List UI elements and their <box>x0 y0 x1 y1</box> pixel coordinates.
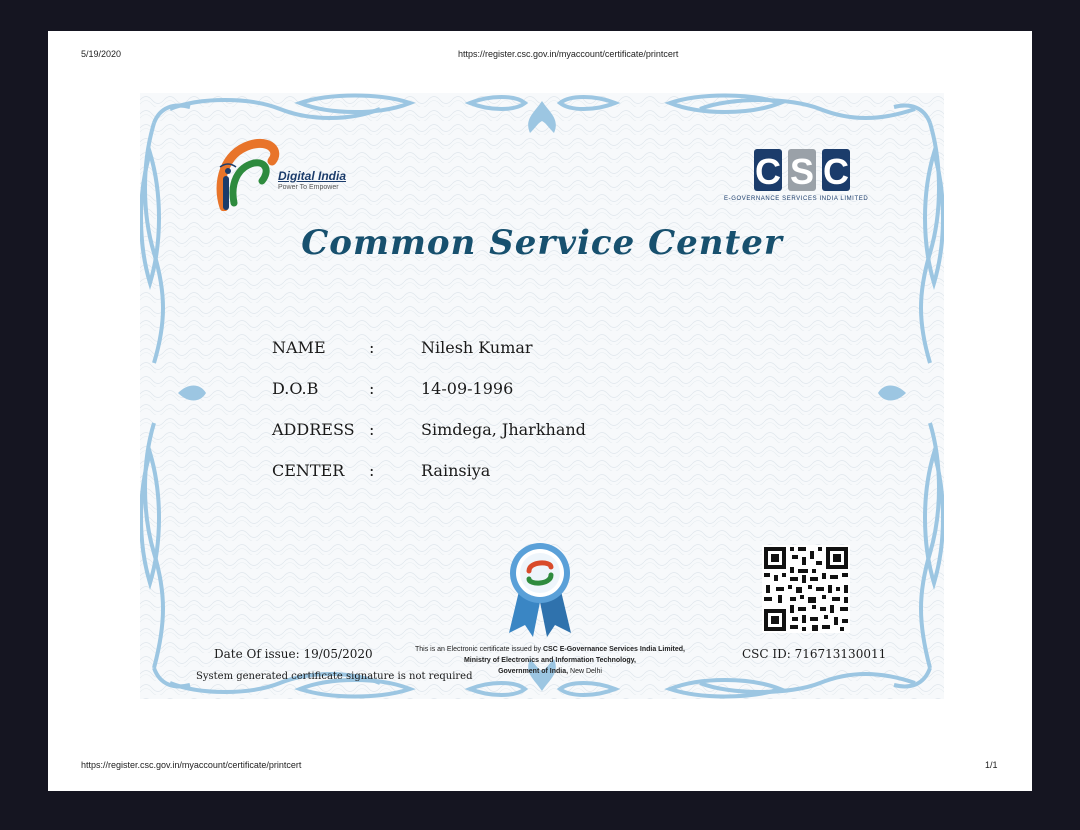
electronic-certificate-note <box>364 644 736 677</box>
field-colon: : <box>369 338 375 357</box>
csc-logo-letter: C <box>755 151 781 192</box>
rosette-badge-icon <box>505 541 575 637</box>
field-colon: : <box>369 379 375 398</box>
field-value: 14-09-1996 <box>421 379 514 398</box>
certificate <box>140 93 944 699</box>
print-footer-url: https://register.csc.gov.in/myaccount/certificate/printcert <box>81 760 302 770</box>
field-value: Simdega, Jharkhand <box>421 420 586 439</box>
note-ministry: Ministry of Electronics and Information Technology, <box>463 657 637 664</box>
note-government: Government of India, <box>498 668 569 675</box>
qr-code-icon <box>762 545 850 633</box>
field-label: NAME <box>272 338 326 357</box>
field-value: Nilesh Kumar <box>421 338 533 357</box>
note-issuer: CSC E-Governance Services India Limited, <box>543 646 685 653</box>
field-label: D.O.B <box>272 379 319 398</box>
csc-logo <box>754 147 850 193</box>
field-value: Rainsiya <box>421 461 491 480</box>
csc-subtitle: E-GOVERNANCE SERVICES INDIA LIMITED <box>724 196 869 202</box>
print-date: 5/19/2020 <box>81 49 122 59</box>
field-label: ADDRESS <box>272 420 355 439</box>
print-page <box>48 31 1032 791</box>
field-colon: : <box>369 420 375 439</box>
note-prefix: This is an Electronic certificate issued by <box>415 646 543 653</box>
digital-india-title: Digital India <box>278 169 347 183</box>
print-page-number: 1/1 <box>985 760 998 770</box>
print-header-url: https://register.csc.gov.in/myaccount/certificate/printcert <box>458 49 679 59</box>
csc-logo-letter: C <box>823 151 849 192</box>
note-city: New Delhi <box>568 668 602 675</box>
signature-note: System generated certificate signature is not required <box>196 671 473 682</box>
date-of-issue: Date Of issue: 19/05/2020 <box>214 647 373 661</box>
csc-id: CSC ID: 716713130011 <box>742 647 887 661</box>
digital-india-subtitle: Power To Empower <box>278 184 339 191</box>
certificate-title: Common Service Center <box>301 223 783 263</box>
field-label: CENTER <box>272 461 345 480</box>
field-colon: : <box>369 461 375 480</box>
csc-logo-letter: S <box>789 151 815 192</box>
